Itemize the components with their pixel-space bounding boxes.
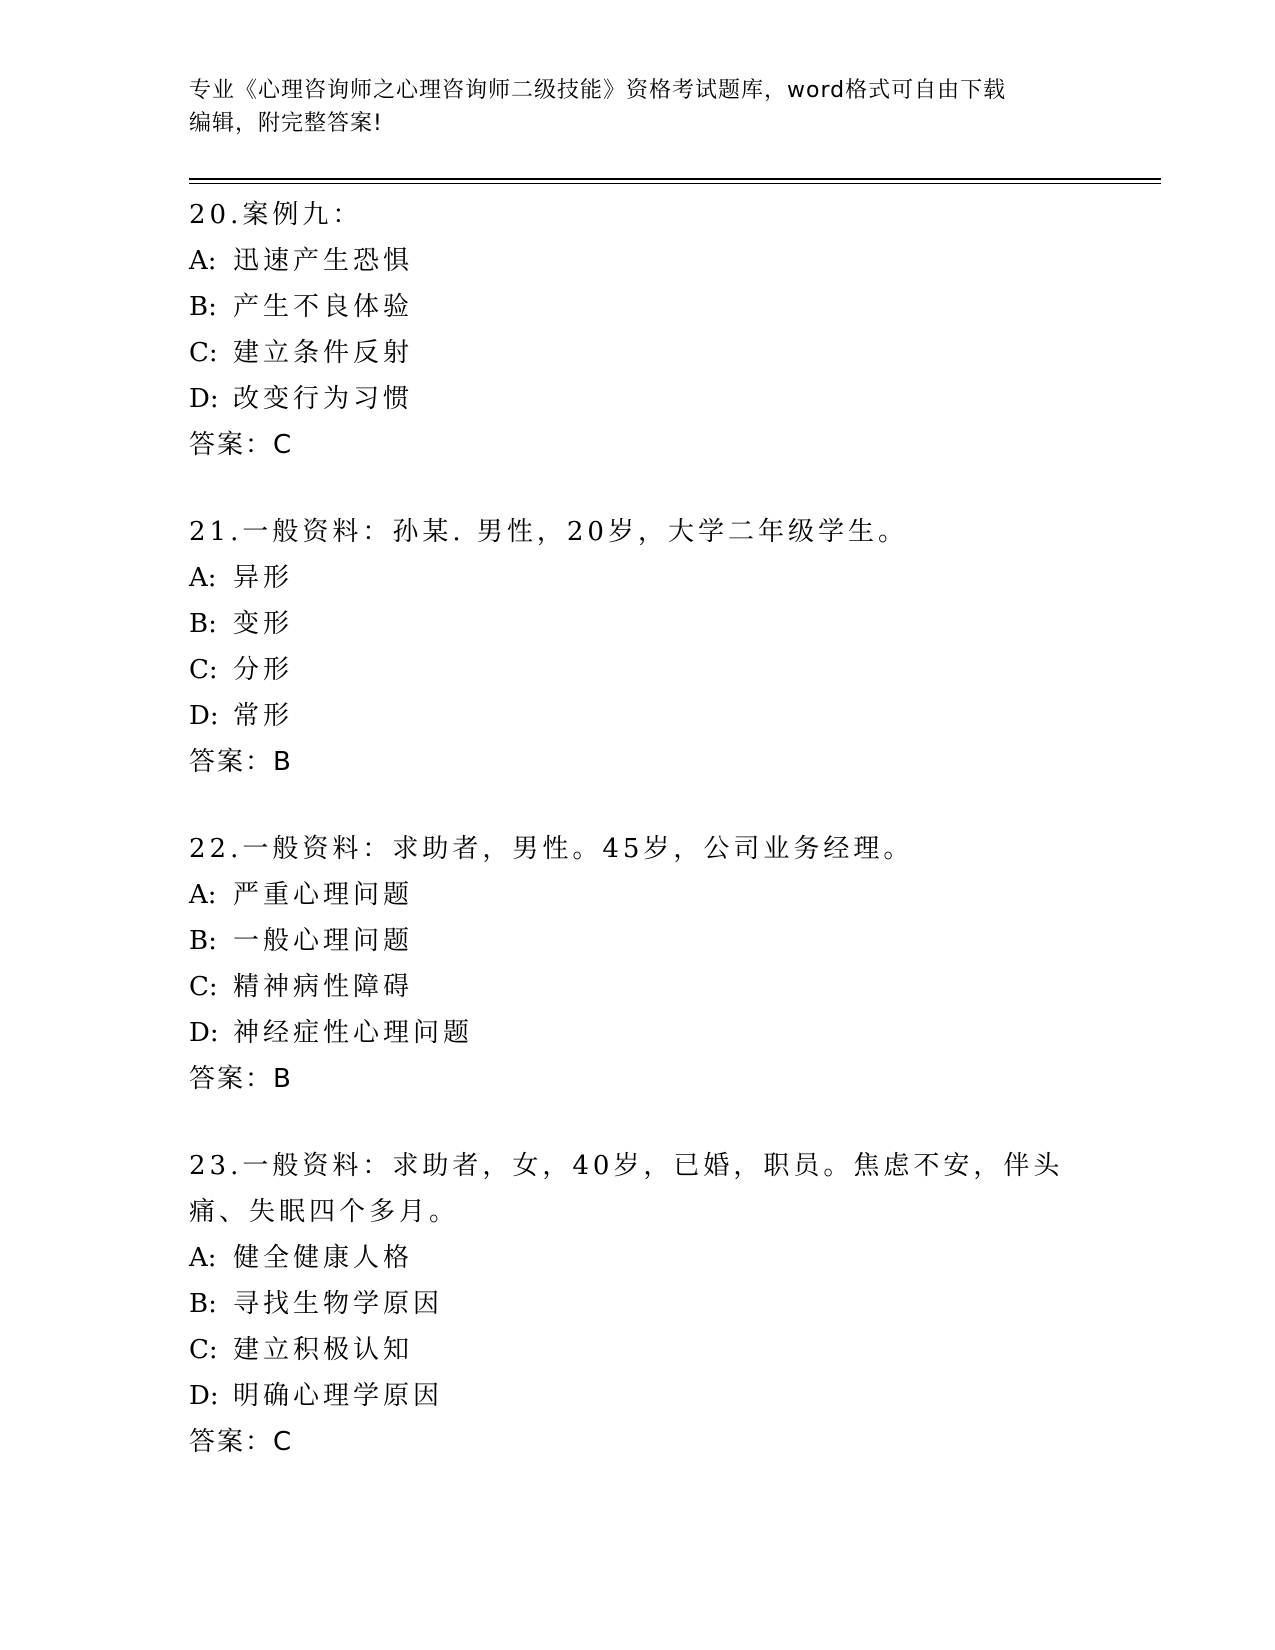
header-line-2: 编辑，附完整答案! [189, 111, 383, 136]
option-letter: C: [189, 972, 218, 1002]
option-text: 常形 [233, 701, 294, 731]
question-22 [189, 826, 1089, 1143]
option-b [189, 1281, 1089, 1327]
question-list [189, 192, 1089, 1465]
option-letter: B: [189, 926, 217, 956]
option-text: 改变行为习惯 [233, 384, 414, 414]
option-text: 健全健康人格 [233, 1243, 414, 1273]
option-text: 建立条件反射 [233, 338, 414, 368]
option-letter: A: [189, 563, 217, 593]
option-text: 严重心理问题 [233, 880, 414, 910]
option-a [189, 555, 1089, 601]
header-divider-thick [189, 178, 1161, 180]
option-d [189, 1373, 1089, 1419]
option-b [189, 918, 1089, 964]
option-text: 神经症性心理问题 [233, 1018, 474, 1048]
option-letter: A: [189, 880, 217, 910]
option-letter: B: [189, 609, 217, 639]
option-letter: D: [189, 701, 219, 731]
option-d [189, 376, 1089, 422]
option-d [189, 1010, 1089, 1056]
answer-line: 答案：B [189, 747, 293, 777]
option-d [189, 693, 1089, 739]
option-text: 建立积极认知 [233, 1335, 414, 1365]
option-text: 变形 [233, 609, 294, 639]
question-23 [189, 1143, 1089, 1465]
option-letter: D: [189, 1018, 219, 1048]
option-a [189, 1235, 1089, 1281]
option-b [189, 284, 1089, 330]
question-stem: 21.一般资料：孙某. 男性，20岁，大学二年级学生。 [189, 517, 908, 547]
question-stem: 20.案例九： [189, 200, 363, 230]
option-c [189, 1327, 1089, 1373]
option-letter: D: [189, 1381, 219, 1411]
option-text: 异形 [233, 563, 294, 593]
option-letter: C: [189, 338, 218, 368]
document-header [189, 74, 1089, 140]
option-text: 迅速产生恐惧 [233, 246, 414, 276]
option-c [189, 964, 1089, 1010]
option-b [189, 601, 1089, 647]
option-letter: C: [189, 655, 218, 685]
option-letter: C: [189, 1335, 218, 1365]
option-letter: A: [189, 246, 217, 276]
option-letter: A: [189, 1243, 217, 1273]
option-letter: D: [189, 384, 219, 414]
option-letter: B: [189, 292, 217, 322]
option-letter: B: [189, 1289, 217, 1319]
question-stem: 23.一般资料：求助者，女，40岁，已婚，职员。焦虑不安，伴头痛、失眠四个多月。 [189, 1151, 1064, 1227]
option-text: 分形 [233, 655, 294, 685]
question-spacer [189, 785, 1089, 826]
header-divider-thin [189, 183, 1161, 184]
question-spacer [189, 468, 1089, 509]
question-spacer [189, 1102, 1089, 1143]
option-text: 明确心理学原因 [233, 1381, 444, 1411]
option-a [189, 238, 1089, 284]
option-a [189, 872, 1089, 918]
option-c [189, 330, 1089, 376]
answer-line: 答案：C [189, 430, 294, 460]
option-text: 一般心理问题 [233, 926, 414, 956]
header-line-1: 专业《心理咨询师之心理咨询师二级技能》资格考试题库，word格式可自由下载 [189, 78, 1007, 103]
question-stem: 22.一般资料：求助者，男性。45岁，公司业务经理。 [189, 834, 914, 864]
question-20 [189, 192, 1089, 509]
question-21 [189, 509, 1089, 826]
answer-line: 答案：B [189, 1064, 293, 1094]
option-text: 产生不良体验 [233, 292, 414, 322]
option-text: 寻找生物学原因 [233, 1289, 444, 1319]
option-text: 精神病性障碍 [233, 972, 414, 1002]
answer-line: 答案：C [189, 1427, 294, 1457]
option-c [189, 647, 1089, 693]
